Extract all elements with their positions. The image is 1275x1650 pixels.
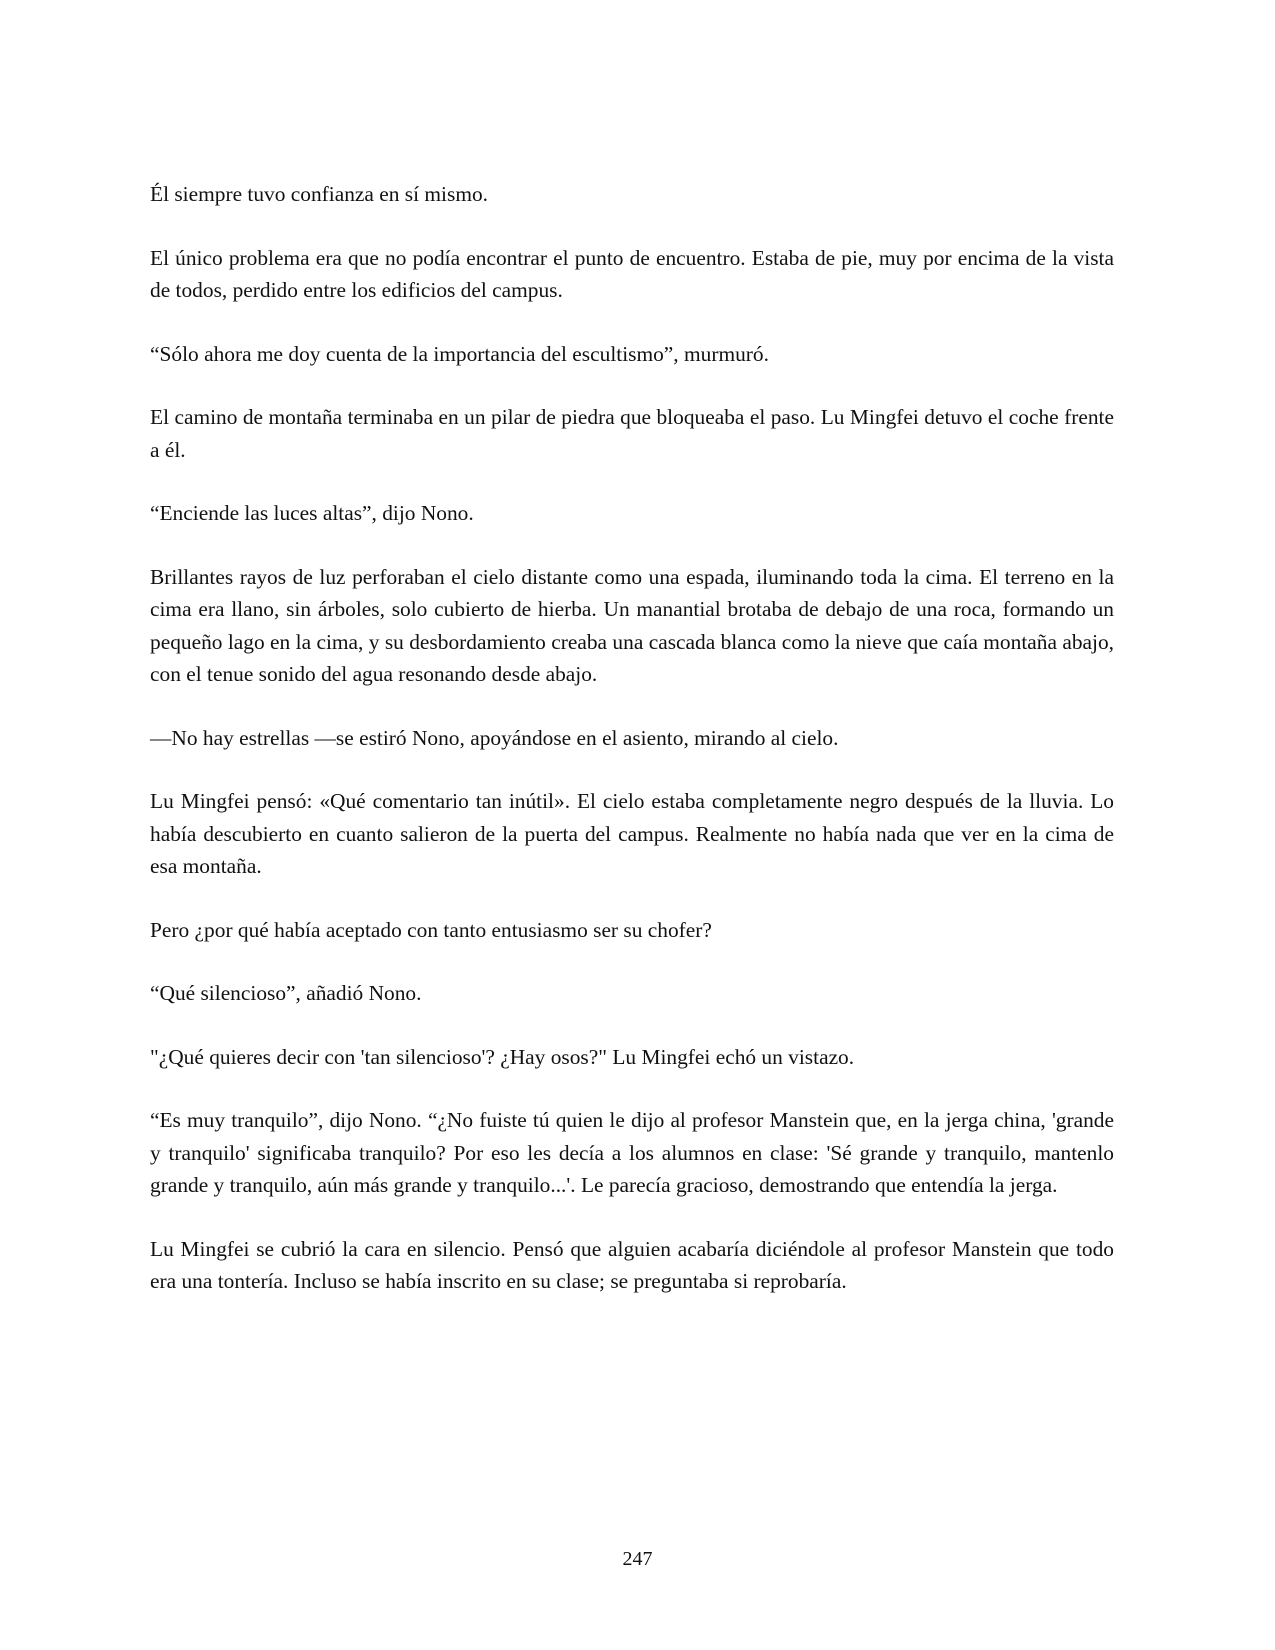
paragraph: El único problema era que no podía encontrar el punto de encuentro. Estaba de pie, muy por encima de la vista de todos, perdido entre los edificios del campus. [150,245,1114,302]
paragraph: —No hay estrellas —se estiró Nono, apoyándose en el asiento, mirando al cielo. [150,725,839,750]
paragraph: “Es muy tranquilo”, dijo Nono. “¿No fuiste tú quien le dijo al profesor Manstein que, en la jerga china, 'grande y tranquilo' significaba tranquilo? Por eso les decía a los alumnos en clase: 'Sé grande y tranquilo, mantenlo grande y tranquilo, aún más grande y tranquilo...'. Le parecía gracioso, demostrando que entendía la jerga. [150,1108,1114,1197]
body-text [150,178,1114,1329]
paragraph: “Qué silencioso”, añadió Nono. [150,981,422,1005]
page-number: 247 [622,1548,653,1570]
paragraph: “Sólo ahora me doy cuenta de la importancia del escultismo”, murmuró. [150,341,769,366]
paragraph: Lu Mingfei se cubrió la cara en silencio. Pensó que alguien acabaría diciéndole al profesor Manstein que todo era una tontería. Incluso se había inscrito en su clase; se preguntaba si reprobaría. [150,1236,1114,1293]
paragraph: El camino de montaña terminaba en un pilar de piedra que bloqueaba el paso. Lu Mingfei detuvo el coche frente a él. [150,405,1114,462]
paragraph: Brillantes rayos de luz perforaban el cielo distante como una espada, iluminando toda la cima. El terreno en la cima era llano, sin árboles, solo cubierto de hierba. Un manantial brotaba de debajo de una roca, formando un pequeño lago en la cima, y su desbordamiento creaba una cascada blanca como la nieve que caía montaña abajo, con el tenue sonido del agua resonando desde abajo. [150,564,1114,686]
paragraph: Él siempre tuvo confianza en sí mismo. [150,182,489,206]
paragraph: “Enciende las luces altas”, dijo Nono. [150,501,474,525]
paragraph: Lu Mingfei pensó: «Qué comentario tan inútil». El cielo estaba completamente negro después de la lluvia. Lo había descubierto en cuanto salieron de la puerta del campus. Realmente no había nada que ver en la cima de esa montaña. [150,789,1114,878]
paragraph: "¿Qué quieres decir con 'tan silencioso'? ¿Hay osos?" Lu Mingfei echó un vistazo. [150,1044,855,1069]
paragraph: Pero ¿por qué había aceptado con tanto entusiasmo ser su chofer? [150,917,712,942]
